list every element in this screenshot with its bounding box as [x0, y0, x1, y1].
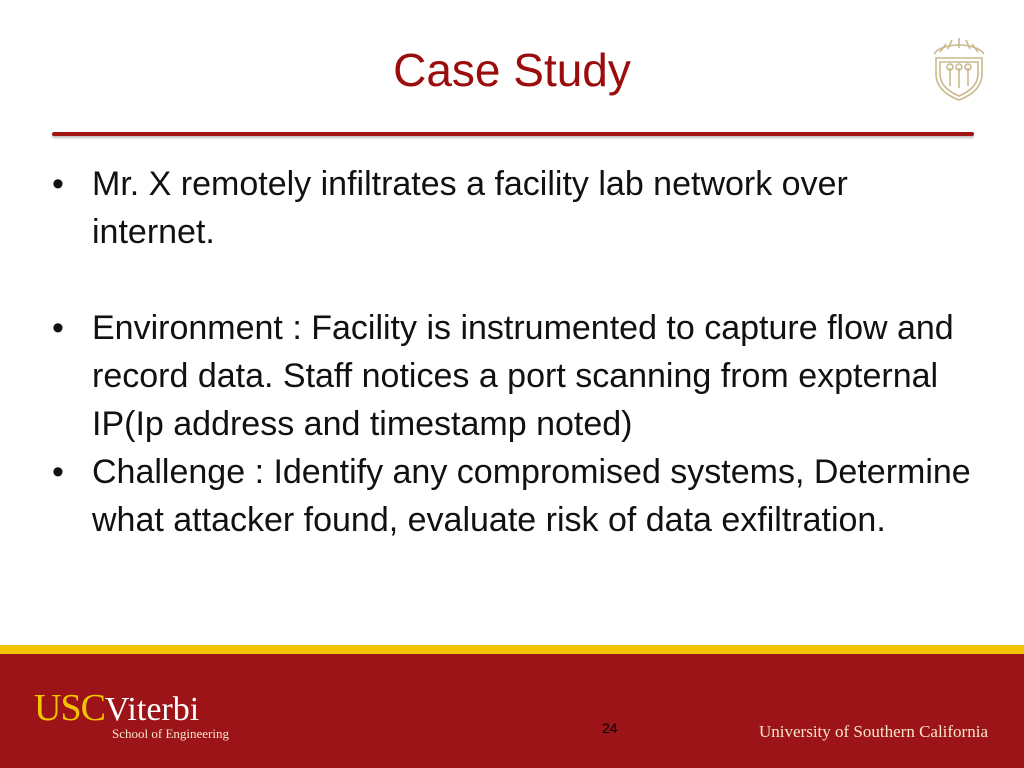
university-name: University of Southern California [759, 722, 988, 741]
page-number: 24 [602, 720, 618, 736]
logo-usc-text: USC [34, 687, 105, 729]
bullet-marker: • [52, 453, 64, 491]
footer-gold-stripe [0, 645, 1024, 654]
bullet-item [52, 448, 972, 544]
slide-title: Case Study [393, 44, 631, 96]
bullet-item [52, 304, 972, 448]
usc-shield-crest-icon [930, 36, 988, 102]
usc-viterbi-logo [34, 686, 199, 730]
school-name: School of Engineering [112, 726, 229, 741]
bullet-text: Environment : Facility is instrumented to capture flow and record data. Staff notices a port scanning from expternal IP(Ip address and timestamp noted) [92, 309, 954, 443]
bullet-text: Challenge : Identify any compromised systems, Determine what attacker found, evaluate risk of data exfiltration. [92, 453, 971, 539]
bullet-marker: • [52, 309, 64, 347]
bullet-marker: • [52, 165, 64, 203]
logo-viterbi-text: Viterbi [104, 691, 200, 728]
bullet-item [52, 160, 972, 256]
title-divider [52, 132, 974, 136]
bullet-list [52, 160, 972, 544]
bullet-text: Mr. X remotely infiltrates a facility lab network over internet. [92, 165, 848, 251]
